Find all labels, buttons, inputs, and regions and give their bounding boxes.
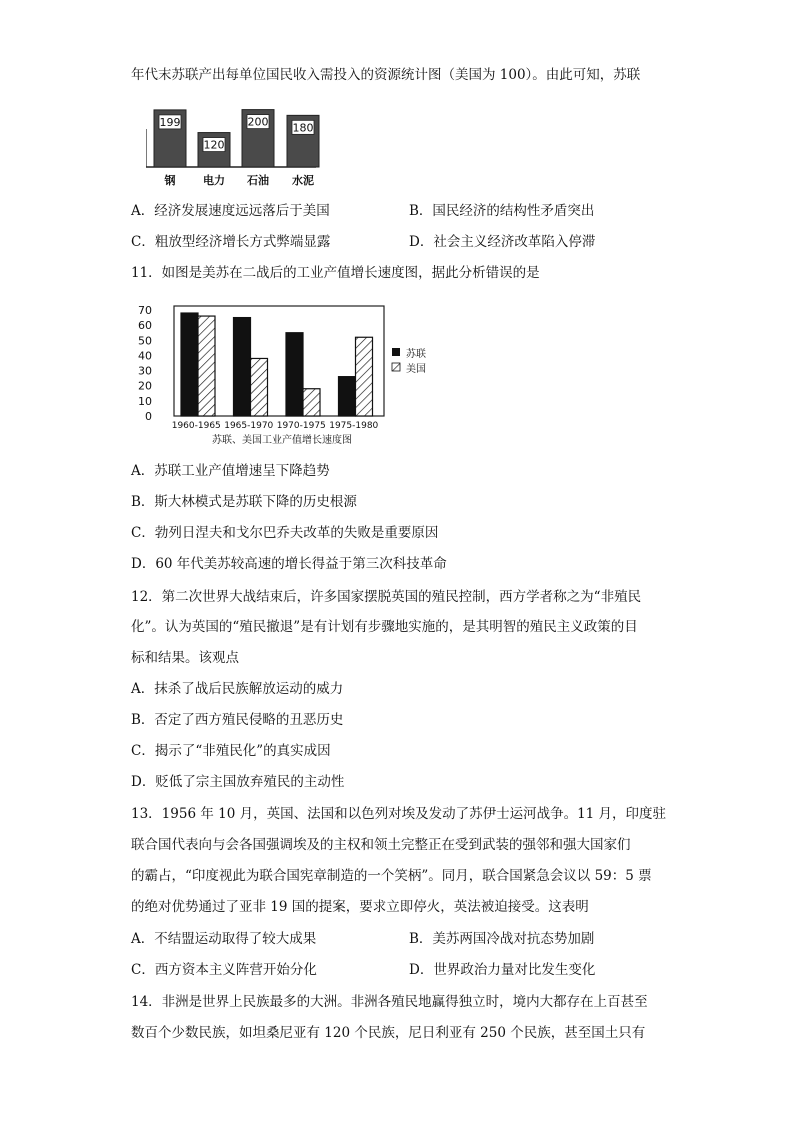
q11-y-tick-label: 0 bbox=[145, 410, 152, 423]
q10-stem-tail: 年代末苏联产出每单位国民收入需投入的资源统计图（美国为 100）。由此可知，苏联 bbox=[131, 67, 641, 83]
q11-y-tick-label: 30 bbox=[138, 364, 152, 378]
q12-option-b[interactable]: B．否定了西方殖民侵略的丑恶历史 bbox=[131, 712, 344, 728]
q14-stem-line-1: 14．非洲是世界上民族最多的大洲。非洲各殖民地赢得独立时，境内大都存在上百甚至 bbox=[131, 994, 648, 1010]
q12-stem-line-2: 化”。认为英国的“殖民撤退”是有计划有步骤地实施的，是其明智的殖民主义政策的目 bbox=[131, 619, 638, 635]
q11-legend-swatch-usa bbox=[392, 363, 400, 371]
q10-category-label: 石油 bbox=[247, 174, 269, 187]
q11-chart-title: 苏联、美国工业产值增长速度图 bbox=[212, 435, 352, 446]
q13-stem-line-1: 13．1956 年 10 月，英国、法国和以色列对埃及发动了苏伊士运河战争。11 月，印度驻 bbox=[131, 806, 667, 822]
q11-legend-swatch-soviet bbox=[392, 348, 400, 356]
q10-data-label: 180 bbox=[292, 121, 314, 135]
q10-option-c[interactable]: C．粗放型经济增长方式弊端显露 bbox=[131, 234, 331, 250]
q11-bar-soviet bbox=[339, 377, 356, 416]
q13-option-c[interactable]: C．西方资本主义阵营开始分化 bbox=[131, 962, 317, 978]
q12-option-c[interactable]: C．揭示了“非殖民化”的真实成因 bbox=[131, 743, 331, 759]
q11-y-tick-label: 60 bbox=[138, 319, 152, 333]
q11-x-tick-label: 1965-1970 bbox=[224, 421, 274, 431]
q11-legend-label-usa: 美国 bbox=[406, 364, 426, 375]
q11-y-tick-label: 50 bbox=[138, 334, 152, 348]
q11-option-b[interactable]: B．斯大林模式是苏联下降的历史根源 bbox=[131, 494, 357, 510]
q11-bar-soviet bbox=[234, 318, 251, 416]
q10-data-label: 120 bbox=[203, 138, 225, 152]
q10-option-a[interactable]: A．经济发展速度远远落后于美国 bbox=[131, 203, 330, 219]
q11-bar-usa bbox=[303, 389, 320, 416]
q13-stem-line-4: 的绝对优势通过了亚非 19 国的提案，要求立即停火，英法被迫接受。这表明 bbox=[131, 899, 589, 915]
q11-bar-soviet bbox=[181, 313, 198, 416]
q12-stem-line-3: 标和结果。该观点 bbox=[131, 650, 239, 666]
q11-option-d[interactable]: D．60 年代美苏较高速的增长得益于第三次科技革命 bbox=[131, 556, 447, 572]
q11-option-c[interactable]: C．勃列日涅夫和戈尔巴乔夫改革的失败是重要原因 bbox=[131, 525, 439, 541]
q11-stem: 11．如图是美苏在二战后的工业产值增长速度图，据此分析错误的是 bbox=[131, 265, 540, 281]
q10-data-label: 199 bbox=[159, 115, 181, 129]
q10-resource-chart bbox=[146, 99, 346, 191]
q13-option-d[interactable]: D．世界政治力量对比发生变化 bbox=[409, 962, 596, 978]
q10-category-label: 水泥 bbox=[292, 174, 314, 187]
q11-y-tick-label: 40 bbox=[138, 349, 152, 363]
q11-y-tick-label: 70 bbox=[138, 304, 152, 317]
q11-x-tick-label: 1975-1980 bbox=[329, 421, 379, 431]
q10-category-label: 电力 bbox=[203, 174, 225, 187]
q11-growth-chart bbox=[132, 300, 452, 450]
q10-option-b[interactable]: B．国民经济的结构性矛盾突出 bbox=[409, 203, 595, 219]
q11-legend-label-soviet: 苏联 bbox=[406, 349, 426, 360]
q13-stem-line-2: 联合国代表向与会各国强调埃及的主权和领土完整正在受到武装的强邻和强大国家们 bbox=[131, 837, 631, 853]
q12-stem-line-1: 12．第二次世界大战结束后，许多国家摆脱英国的殖民控制，西方学者称之为“非殖民 bbox=[131, 589, 642, 605]
q10-data-label: 200 bbox=[247, 115, 269, 129]
q13-option-b[interactable]: B．美苏两国冷战对抗态势加剧 bbox=[409, 931, 595, 947]
q12-option-d[interactable]: D．贬低了宗主国放弃殖民的主动性 bbox=[131, 774, 345, 790]
q13-stem-line-3: 的霸占，“印度视此为联合国宪章制造的一个笑柄”。同月，联合国紧急会议以 59：5 票 bbox=[131, 868, 652, 884]
q13-option-a[interactable]: A．不结盟运动取得了较大成果 bbox=[131, 931, 317, 947]
q11-y-tick-label: 20 bbox=[138, 379, 152, 393]
q10-category-label: 钢 bbox=[164, 174, 176, 187]
q11-y-tick-label: 10 bbox=[138, 394, 152, 408]
q11-option-a[interactable]: A．苏联工业产值增速呈下降趋势 bbox=[131, 463, 330, 479]
q11-bar-usa bbox=[251, 358, 268, 416]
q11-bar-usa bbox=[356, 337, 373, 416]
q10-option-d[interactable]: D．社会主义经济改革陷入停滞 bbox=[409, 234, 596, 250]
q14-stem-line-2: 数百个少数民族，如坦桑尼亚有 120 个民族，尼日利亚有 250 个民族，甚至国土只有 bbox=[131, 1025, 646, 1041]
q11-bar-usa bbox=[198, 316, 215, 416]
q11-bar-soviet bbox=[286, 333, 303, 416]
q11-x-tick-label: 1960-1965 bbox=[171, 421, 221, 431]
q12-option-a[interactable]: A．抹杀了战后民族解放运动的威力 bbox=[131, 681, 344, 697]
q11-x-tick-label: 1970-1975 bbox=[276, 421, 326, 431]
